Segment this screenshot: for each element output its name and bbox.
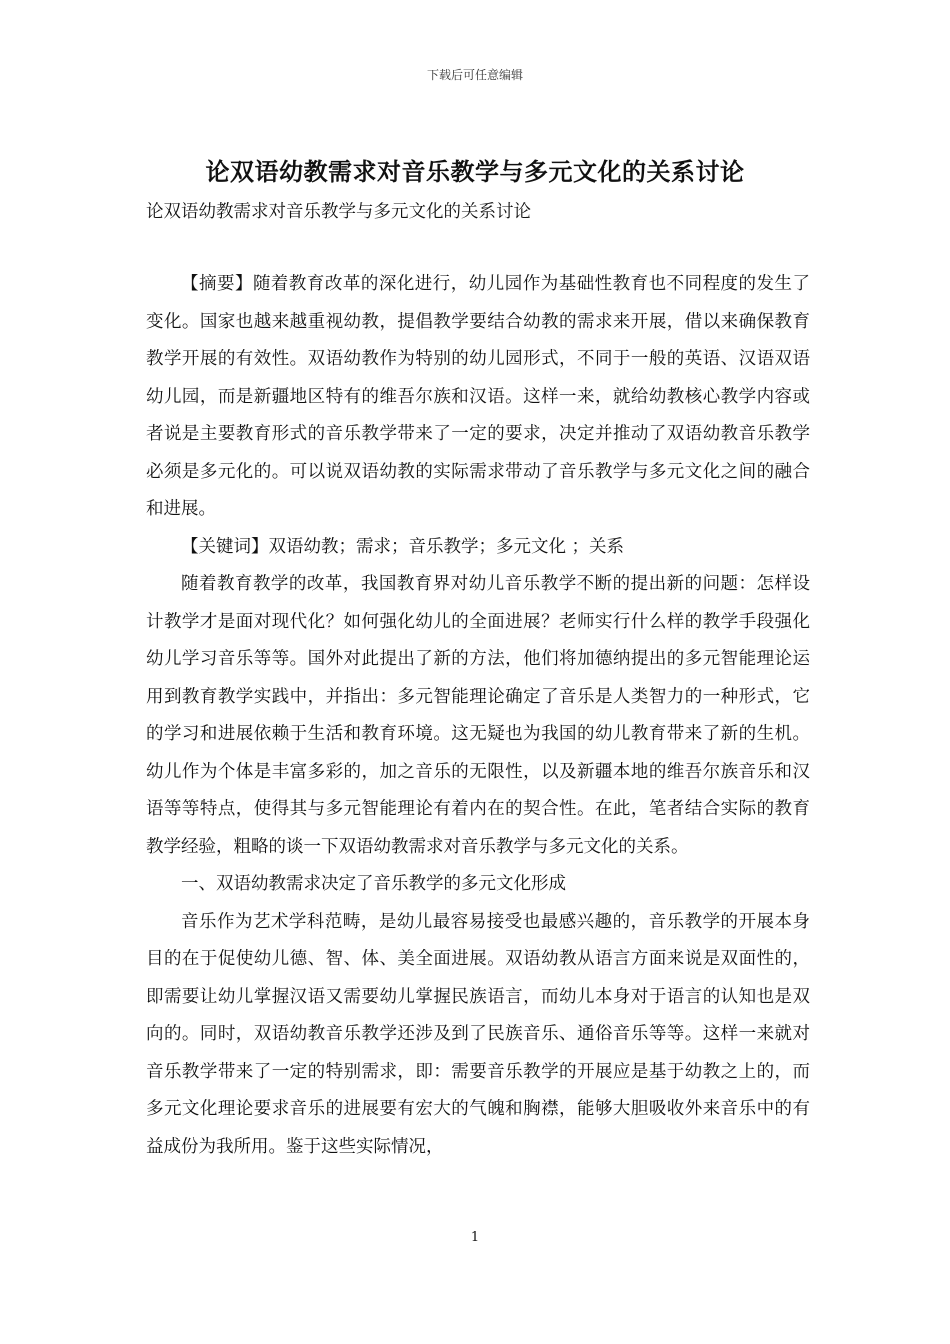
page-number: 1 [470,1230,480,1245]
document-body [146,266,810,1166]
keywords-paragraph: 【关键词】双语幼教；需求；音乐教学；多元文化 ；关系 [181,536,625,557]
header-note: 下载后可任意编辑 [426,68,523,82]
section-paragraph: 音乐作为艺术学科范畴，是幼儿最容易接受也最感兴趣的，音乐教学的开展本身目的在于促使幼儿德、智、体、美全面进展。双语幼教从语言方面来说是双面性的，即需要让幼儿掌握汉语又需要幼儿掌握民族语言，而幼儿本身对于语言的认知也是双向的。同时，双语幼教音乐教学还涉及到了民族音乐、通俗音乐等等。这样一来就对音乐教学带来了一定的特别需求，即：需要音乐教学的开展应是基于幼教之上的，而多元文化理论要求音乐的进展要有宏大的气魄和胸襟，能够大胆吸收外来音乐中的有益成份为我所用。鉴于这些实际情况， [146,911,810,1157]
document-title: 论双语幼教需求对音乐教学与多元文化的关系讨论 [205,157,745,186]
document-subtitle: 论双语幼教需求对音乐教学与多元文化的关系讨论 [146,202,531,222]
abstract-paragraph: 【摘要】随着教育改革的深化进行，幼儿园作为基础性教育也不同程度的发生了变化。国家也越来越重视幼教，提倡教学要结合幼教的需求来开展，借以来确保教育教学开展的有效性。双语幼教作为特别的幼儿园形式，不同于一般的英语、汉语双语幼儿园，而是新疆地区特有的维吾尔族和汉语。这样一来，就给幼教核心教学内容或者说是主要教育形式的音乐教学带来了一定的要求，决定并推动了双语幼教音乐教学必须是多元化的。可以说双语幼教的实际需求带动了音乐教学与多元文化之间的融合和进展。 [146,274,810,519]
intro-paragraph: 随着教育教学的改革，我国教育界对幼儿音乐教学不断的提出新的问题：怎样设计教学才是面对现代化？如何强化幼儿的全面进展？老师实行什么样的教学手段强化幼儿学习音乐等等。国外对此提出了新的方法，他们将加德纳提出的多元智能理论运用到教育教学实践中，并指出：多元智能理论确定了音乐是人类智力的一种形式，它的学习和进展依赖于生活和教育环境。这无疑也为我国的幼儿教育带来了新的生机。幼儿作为个体是丰富多彩的，加之音乐的无限性，以及新疆本地的维吾尔族音乐和汉语等等特点，使得其与多元智能理论有着内在的契合性。在此，笔者结合实际的教育教学经验，粗略的谈一下双语幼教需求对音乐教学与多元文化的关系。 [146,574,810,857]
section-heading: 一、双语幼教需求决定了音乐教学的多元文化形成 [181,874,566,894]
